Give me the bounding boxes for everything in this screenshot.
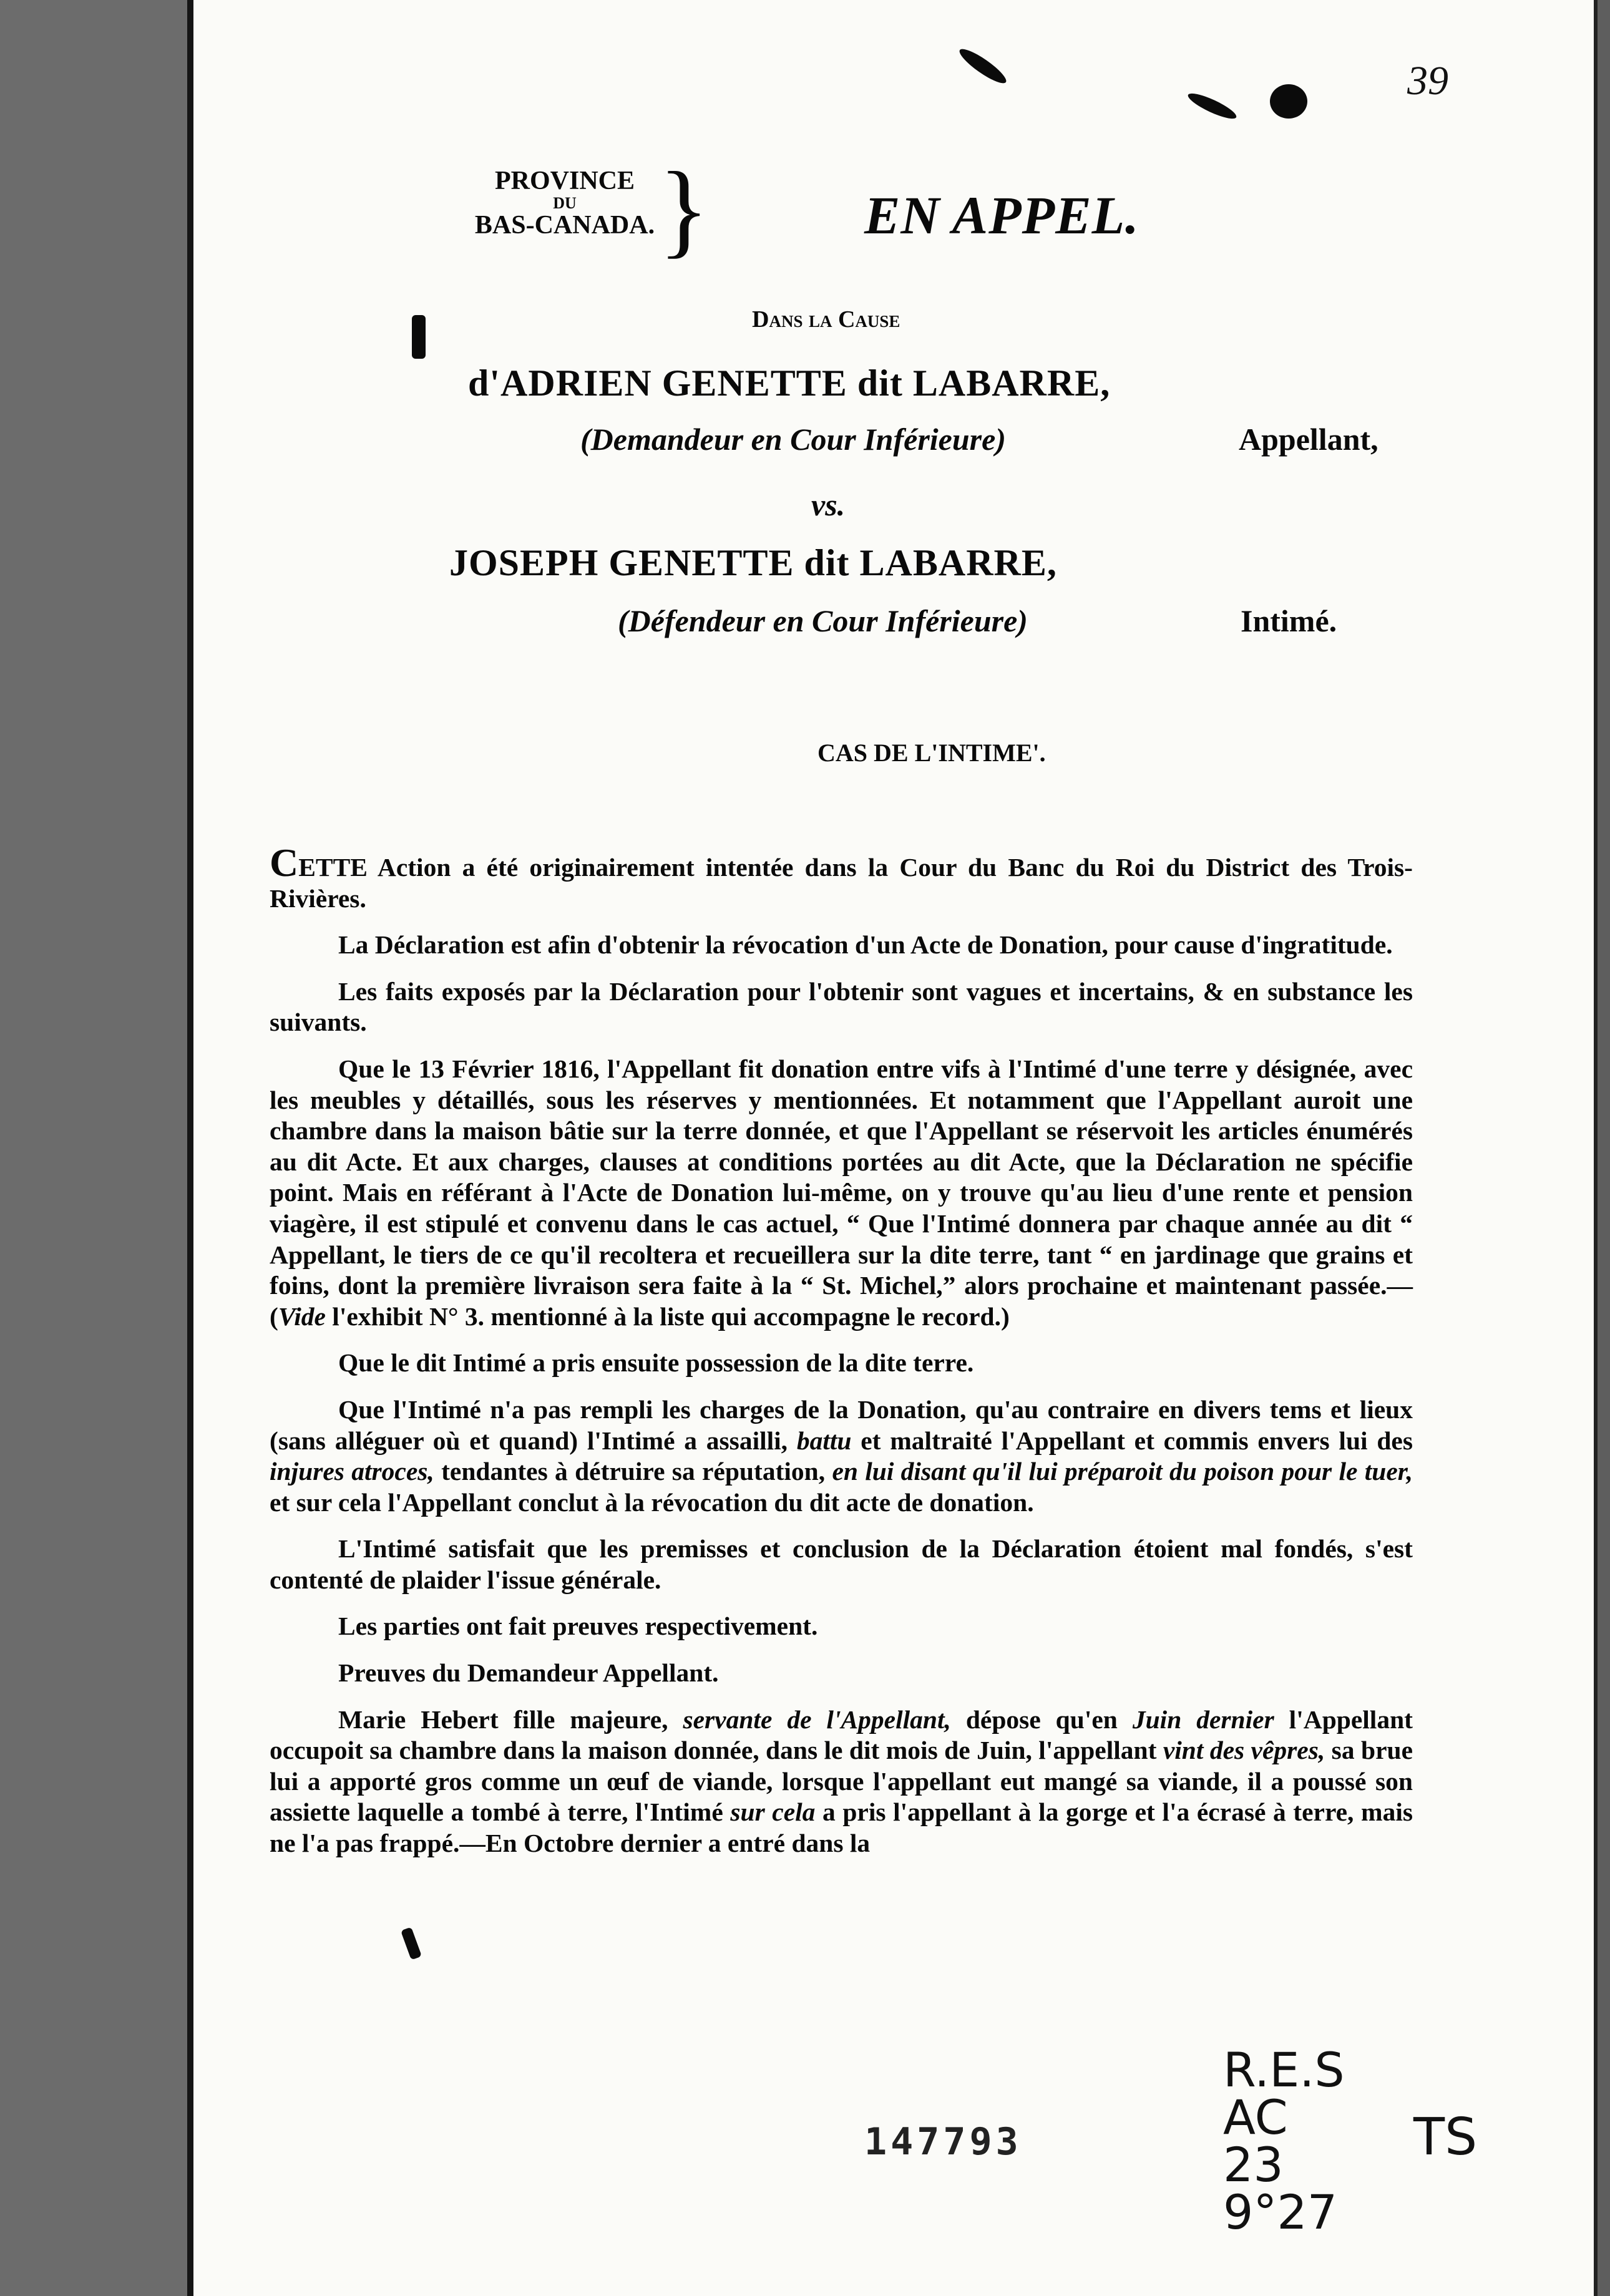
body-text (270, 840, 1413, 1875)
italic-text: injures atroces, (270, 1457, 434, 1486)
italic-text: vint des vêpres, (1163, 1736, 1325, 1765)
curly-brace: } (658, 150, 710, 268)
drop-cap: C (270, 840, 299, 885)
paragraph: Les parties ont fait preuves respectivement. (338, 1612, 818, 1641)
italic-text: servante de l'Appellant, (683, 1705, 951, 1734)
province-label (462, 167, 668, 240)
ink-blot (401, 1927, 422, 1960)
paragraph: Que le dit Intimé a pris ensuite possession de la dite terre. (338, 1348, 974, 1378)
respondent-role: (Défendeur en Cour Inférieure) (618, 603, 1028, 638)
paragraph-text: sa brue lui a apporté gros comme un œuf de viande, lorsque l'appellant eut mangé sa viande, il a poussé son assiette laquelle a tombé à terre, l'Intimé (270, 1736, 1413, 1827)
paragraph-text: Marie Hebert fille majeure, (338, 1705, 683, 1734)
paragraph (270, 840, 1413, 914)
respondent-name: JOSEPH GENETTE dit LABARRE, (449, 542, 1057, 583)
province-du: DU (553, 194, 577, 213)
province-line2: BAS-CANADA. (474, 211, 655, 240)
paragraph: Les faits exposés par la Déclaration pour l'obtenir sont vagues et incertains, & en substance les suivants. (270, 976, 1413, 1037)
italic-text: en lui disant qu'il lui préparoit du poison pour le tuer, (832, 1457, 1413, 1486)
versus: vs. (811, 487, 846, 522)
handwritten-initials: TS (1413, 2108, 1478, 2167)
appellant-role: (Demandeur en Cour Inférieure) (580, 422, 1006, 457)
page-left-edge (187, 0, 193, 2296)
paragraph-text: Que le 13 Février 1816, l'Appellant fit donation entre vifs à l'Intimé d'une terre y désignée, avec les meubles y détaillés, sous les réserves y mentionnées. Et notamment que l'Appellant auroit une chambre dans la maison bâtie sur la terre donnée, et que l'Appellant se réservoit les articles énumérés au dit Acte. Et aux charges, clauses at conditions portées au dit Acte, que la Déclaration ne spécifie point. Mais en référant à l'Acte de Donation lui-même, on y trouve qu'au lieu d'une rente et pension viagère, il est stipulé et convenu dans le cas actuel, “ Que l'Intimé donnera par chaque année au dit “ Appellant, le tiers de ce qu'il recoltera et recueillera sur la dite terre, tant “ en jardinage que grains et foins, dont la première livraison sera faite à la “ St. Michel,” alors prochaine et maintenant passée.—( (270, 1054, 1413, 1331)
ink-blot (1270, 84, 1307, 119)
page-number: 39 (1407, 58, 1448, 104)
scanner-background (0, 0, 187, 2296)
italic-text: Vide (278, 1301, 326, 1331)
italic-text: Juin dernier (1132, 1705, 1274, 1734)
small-caps-word: ETTE (298, 853, 368, 882)
paragraph (270, 1705, 1413, 1859)
dans-la-cause: Dans la Cause (752, 306, 900, 333)
appellant-status: Appellant, (1239, 422, 1378, 457)
paragraph: Preuves du Demandeur Appellant. (338, 1658, 719, 1688)
appellant-name: d'ADRIEN GENETTE dit LABARRE, (468, 362, 1111, 404)
library-stamp-number: 147793 (864, 2120, 1022, 2164)
italic-text: sur cela (730, 1797, 816, 1827)
paragraph-text: tendantes à détruire sa réputation, (434, 1457, 832, 1486)
italic-text: battu (796, 1426, 852, 1455)
paragraph (270, 1054, 1413, 1332)
section-title: CAS DE L'INTIME'. (817, 739, 1046, 767)
paragraph-text: et maltraité l'Appellant et commis envers lui des (851, 1426, 1413, 1455)
respondent-status: Intimé. (1241, 603, 1337, 638)
paragraph: L'Intimé satisfait que les premisses et conclusion de la Déclaration étoient mal fondés, s'est contenté de plaider l'issue générale. (270, 1534, 1413, 1594)
province-line1: PROVINCE (494, 167, 635, 195)
paragraph-text: a pris l'appellant à la gorge et l'a écrasé à terre, mais ne l'a pas frappé.—En Octobre dernier a entré dans la (270, 1797, 1413, 1858)
paragraph-text: et sur cela l'Appellant conclut à la révocation du dit acte de donation. (270, 1487, 1034, 1517)
handwritten-call-number: R.E.S AC 23 9°27 (1223, 2042, 1345, 2240)
document-title: EN APPEL. (864, 185, 1139, 245)
paragraph-text: l'Appellant occupoit sa chambre dans la maison donnée, dans le dit mois de Juin, l'appellant (270, 1705, 1413, 1765)
ink-blot (956, 44, 1010, 88)
ink-blot (412, 315, 426, 359)
page-right-edge (1594, 0, 1598, 2296)
paragraph: La Déclaration est afin d'obtenir la révocation d'un Acte de Donation, pour cause d'ingratitude. (338, 930, 1393, 960)
ink-blot (1186, 89, 1239, 123)
paragraph-text: dépose qu'en (950, 1705, 1133, 1734)
paragraph-text: Action a été originairement intentée dans la Cour du Banc du Roi du District des Trois-Rivières. (270, 853, 1413, 913)
paragraph (270, 1394, 1413, 1518)
paragraph-text: l'exhibit N° 3. mentionné à la liste qui accompagne le record.) (325, 1301, 1010, 1331)
paragraph-text: Que l'Intimé n'a pas rempli les charges de la Donation, qu'au contraire en divers tems et lieux (sans alléguer où et quand) l'Intimé a assailli, (270, 1394, 1413, 1455)
